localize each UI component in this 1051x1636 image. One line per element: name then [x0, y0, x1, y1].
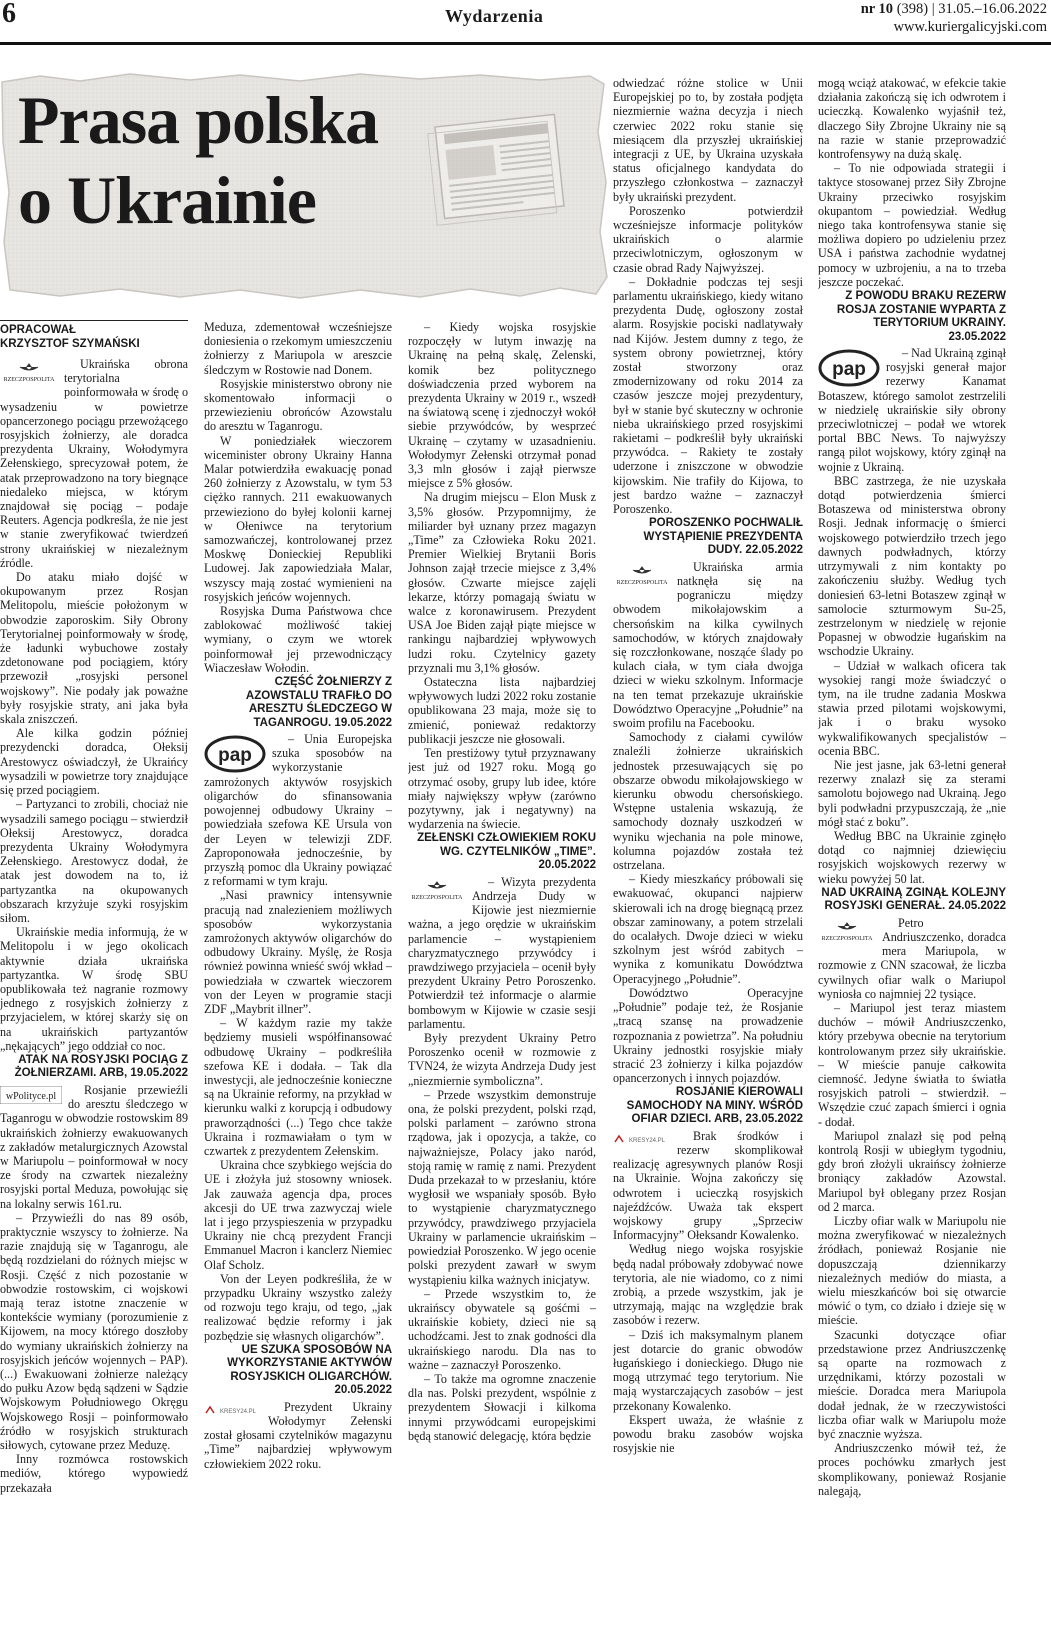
paragraph: Szacunki dotyczące ofiar przedstawione przez Andriuszczenkę są oparte na rozmowach z urzędnikami, którzy pozostali w mieście. Doradca mera Mariupola dodał jednak, że w rzeczywistości liczba ofiar walk w Mariupolu może być znacznie wyższa. — [818, 1327, 1006, 1442]
subsection-heading: Z POWODU BRAKU REZERW ROSJA ZOSTANIE WYPARTA Z TERYTORIUM UKRAINY. 23.05.2022 — [836, 290, 1006, 343]
paragraph: Rosyjska Duma Państwowa chce zablokować możliwość takiej wymiany, o czym we wtorek poinformował jej przewodniczący Wiaczesław Wołodin. — [204, 604, 392, 675]
subsection-heading: ATAK NA ROSYJSKI POCIĄG Z ŻOŁNIERZAMI. ARB, 19.05.2022 — [14, 1053, 188, 1080]
subsection-heading: ZEŁENSKI CZŁOWIEKIEM ROKU WG. CZYTELNIKÓW „TIME”. 20.05.2022 — [417, 832, 596, 872]
subsection-heading: ROSJANIE KIEROWALI SAMOCHODY NA MINY. WŚRÓD OFIAR DZIECI. ARB, 23.05.2022 — [626, 1086, 803, 1126]
section-title: Wydarzenia — [445, 6, 544, 26]
paragraph: – Partyzanci to zrobili, chociaż nie wysadzili samego pociągu – stwierdził Ołeksij Arestowycz, doradca prezydenta Ukrainy Wołodymyra Zełenskiego. Arestowycz dodał, że atak jest dowodem na to, iż partyzantka na okupowanych obszarach krzyżuje szyki rosyjskim siłom. — [0, 797, 188, 925]
paragraph: – Udział w walkach oficera tak wysokiej rangi może świadczyć o tym, na ile trudne zadania Moskwa stawia przed pilotami wojskowymi, jak i o braku wysoko wykwalifikowanych specjalistów – ocenia BBC. — [818, 658, 1006, 758]
subsection-heading: NAD UKRAINĄ ZGINĄŁ KOLEJNY ROSYJSKI GENERAŁ. 24.05.2022 — [821, 886, 1006, 913]
paragraph: Ekspert uważa, że właśnie z powodu braku zasobów wojska rosyjskie nie — [613, 1412, 803, 1456]
paragraph: Meduza, zdementował wcześniejsze doniesienia o rzekomym umieszczeniu żołnierzy z Mariupola w areszcie śledczym w Rostowie nad Donem. — [204, 320, 392, 377]
author-name: KRZYSZTOF SZYMAŃSKI — [0, 338, 140, 350]
paragraph: Ten prestiżowy tytuł przyznawany jest już od 1927 roku. Mogą go otrzymać osoby, grupy lub idee, które miały największy wpływ (zarówno pozytywny, jak i negatywny) na wydarzenia na świecie. — [408, 746, 596, 832]
kresy24-logo — [204, 1402, 262, 1418]
rzeczpospolita-logo — [0, 359, 58, 387]
paragraph: Były prezydent Ukrainy Petro Poroszenko ocenił w rozmowie z TVN24, że wizyta Andrzeja Dudy jest „niezmiernie symboliczna”. — [408, 1031, 596, 1088]
page-number: 6 — [2, 0, 16, 29]
paragraph: – Przede wszystkim to, że ukraińscy obywatele są gośćmi – ukraińskie kobiety, dzieci nie są uchodźcami. Jest to znak godności dla ukraińskiego narodu. Dla nas to ważne – zaznaczył Poroszenko. — [408, 1286, 596, 1372]
paragraph: Według BBC na Ukrainie zginęło dotąd co najmniej dziewięciu rosyjskich wojskowych rezerwy w wieku powyżej 50 lat. — [818, 828, 1006, 886]
paragraph: Do ataku miało dojść w okupowanym przez Rosjan Melitopolu, mieście położonym w obwodzie zaporoskim. Siły Obrony Terytorialnej poinformowały w środę, że ładunki wybuchowe zostały zdetonowane pod pociągiem, który przewoził „rosyjski personel wojskowy”. Nie podały jak poważne były rosyjskie straty, ani jaka była skala zniszczeń. — [0, 570, 188, 727]
svg-text:pap: pap — [218, 745, 252, 767]
newspaper-icon — [427, 114, 565, 225]
svg-text:KRESY24.PL: KRESY24.PL — [628, 1137, 666, 1144]
title-line-2: o Ukrainie — [18, 162, 316, 238]
svg-text:pap: pap — [832, 359, 866, 381]
paragraph: Na drugim miejscu – Elon Musk z 3,5% głosów. Przypomnijmy, że miliarder był uznany przez magazyn „Time” za Człowieka Roku 2021. Premier Wielkiej Brytanii Boris Johnson zajął trzecie miejsce z 3,4% głosów. Czwarte miejsce zajęli lekarze, którzy pomagają światu w walce z koronawirusem. Prezydent USA Joe Biden zajął piąte miejsce w rankingu najbardziej wpływowych ludzi roku. Czytelnicy gazety przyznali mu 3,1% głosów. — [408, 490, 596, 675]
paragraph: – W każdym razie my także będziemy musieli współfinansować odbudowę Ukrainy – podkreśliła szefowa KE i dodała. – Tak dla inwestycji, ale jednocześnie konieczne są na Ukrainie reformy, na przykład w kierunku walki z korupcją i odbudowy praworządności (...) Tego chce także Ukraina i rozmawiałam o tym w czwartek z prezydentem Zełenskim. — [204, 1016, 392, 1158]
paragraph: Dowództwo Operacyjne „Południe” podaje też, że Rosjanie „tracą szansę na prowadzenie rozpoznania z powietrza”. Na południu Ukrainy jednostki rosyjskie miały stracić 23 żołnierzy i kilka pojazdów opancerzonych i innych pojazdów. — [613, 985, 803, 1086]
svg-text:RZECZPOSPOLITA: RZECZPOSPOLITA — [821, 935, 873, 942]
paragraph: – Nad Ukrainą zginął rosyjski generał major rezerwy Kanamat Botaszew, którego samolot zestrzelili w niedzielę ukraińskie siły obrony przeciwlotniczej – podał we wtorek portal BBC News. To najwyższy rangą pilot wojskowy, który zginął na wojnie z Ukrainą. — [818, 346, 1006, 474]
issue-number: nr 10 — [860, 1, 894, 17]
paragraph: Samochody z ciałami cywilów znaleźli żołnierze ukraińskich jednostek przesuwających się po obszarze obwodu mikołajowskiego w kierunku obwodu chersońskiego. Wstępne ustalenia wskazują, że samochody doznały uszkodzeń w wyniku wjechania na pole minowe, kolumna pojazdów została też ostrzelana. — [613, 730, 803, 873]
paragraph: „Nasi prawnicy intensywnie pracują nad znalezieniem możliwych sposobów wykorzystania zamrożonych aktywów oligarchów do odbudowy Ukrainy. Myślę, że Rosja również powinna wnieść swój wkład – powiedziała w czwartek wieczorem von der Leyen w programie stacji ZDF „Maybrit illner”. — [204, 888, 392, 1016]
pap-logo — [204, 734, 266, 774]
column-2 — [204, 320, 392, 1636]
paragraph: – Przywieźli do nas 89 osób, praktycznie wszyscy to żołnierze. Na razie znajdują się w Taganrogu, ale będą rozdzielani do różnych miejsc w Rosji. Część z nich pozostanie w obwodzie rostowskim, ci wojskowi mają teraz istotne znaczenie w kontekście wymiany (porozumienie z Kijowem, na mocy którego doszłoby do wymiany ukraińskich żołnierzy na rosyjskich jeńców wojennych – PAP). (...) Ewakuowani żołnierze należący do pułku Azow będą sądzeni w Sądzie Wojskowym Południowego Okręgu Wojskowego Rosji – poinformowało źródło w rosyjskich strukturach siłowych, cytowane przez Meduzę. — [0, 1210, 188, 1453]
paragraph: – Mariupol jest teraz miastem duchów – mówił Andriuszczenko, który przebywa obecnie na terytorium kontrolowanym przez siły ukraińskie. – W mieście panuje całkowita ciemność. Jedyne światła to światła rosyjskich patroli – stwierdził. – Wszędzie czuć zapach śmierci i ognia - dodał. — [818, 1000, 1006, 1129]
subsection-heading: CZĘŚĆ ŻOŁNIERZY Z AZOWSTALU TRAFIŁO DO ARESZTU ŚLEDCZEGO W TAGANROGU. 19.05.2022 — [245, 676, 392, 729]
website-link[interactable]: www.kuriergalicyjski.com — [893, 19, 1047, 35]
paragraph: BBC zastrzega, że nie uzyskała dotąd potwierdzenia śmierci Botaszewa od ministerstwa obrony Rosji. Jednak informację o śmierci wojskowego potwierdziło trzech jego dawnych podwładnych, którzy utrzymywali z nim kontakty po zakończeniu służby. Według tych doniesień 63-letni Botaszew zginął w samolocie szturmowym Su-25, zestrzelonym w niedzielę w rejonie Popasnej w obwodzie ługańskim na wschodzie Ukrainy. — [818, 473, 1006, 659]
paragraph: Ukraińskie media informują, że w Melitopolu i w jego okolicach aktywnie działa ukraińska partyzantka. W środę SBU opublikowała też nagranie rozmowy jednego z rosyjskich żołnierzy z przyjacielem, w której skarży się on na ukraińskich partyzantów „nękających” jego oddział co noc. — [0, 925, 188, 1053]
paragraph: – Dziś ich maksymalnym planem jest dotarcie do granic obwodów ługańskiego i donieckiego. Długo nie mogą utrzymać tego terytorium. Nie mają wystarczających zasobów – jest przekonany Kowalenko. — [613, 1327, 803, 1413]
paragraph: – Kiedy wojska rosyjskie rozpoczęły w lutym inwazję na Ukrainę na pełną skalę, Zelenski, komik bez politycznego doświadczenia przed wyborem na prezydenta Ukrainy w 2019 r., wszedł na światową scenę i zjednoczył wokół siebie przywódców, by wesprzeć Ukrainę – czytamy w uzasadnieniu. Wołodymyr Zełenski otrzymał ponad 3,3 mln głosów i zajął pierwsze miejsce z 5% głosów. — [408, 320, 596, 491]
column-3 — [408, 320, 596, 1636]
paragraph: mogą wciąż atakować, w efekcie takie działania zakończą się ich odwrotem i ucieczką. Kowalenko wyjaśnił też, dlaczego Siły Zbrojne Ukrainy nie są na razie w stanie przeprowadzić kontrofensywy na dużą skalę. — [818, 76, 1006, 162]
paragraph: – Unia Europejska szuka sposobów na wykorzystanie zamrożonych aktywów rosyjskich oligarchów do sfinansowania powojennej odbudowy Ukrainy – powiedziała szefowa KE Ursula von der Leyen w telewizji ZDF. Zaproponowała jednocześnie, by przyszłą pomoc dla Ukrainy powiązać z reformami w tym kraju. — [204, 732, 392, 889]
paragraph: Inny rozmówca rostowskich mediów, którego wypowiedź przekazała — [0, 1452, 188, 1495]
pap-logo — [818, 348, 880, 388]
paragraph: Ostateczna lista najbardziej wpływowych ludzi 2022 roku zostanie opublikowana 23 maja, może się to zmienić, ponieważ redaktorzy publikacji jeszcze nie głosowali. — [408, 675, 596, 746]
subsection-heading: UE SZUKA SPOSOBÓW NA WYKORZYSTANIE AKTYWÓW ROSYJSKICH OLIGARCHÓW. 20.05.2022 — [227, 1343, 392, 1397]
paragraph: Poroszenko potwierdził wcześniejsze informacje polityków ukraińskich o alarmie przeciwlotniczym, ogłoszonym w czasie obrad Rady Najwyższej. — [613, 203, 803, 275]
rzeczpospolita-logo — [613, 562, 671, 590]
paragraph: Ukraina chce szybkiego wejścia do UE i złożyła już stosowny wniosek. Jak zauważa agencja dpa, proces akcesji do UE trwa zazwyczaj wiele lat i jego przyspieszenia w przypadku Ukrainy nie chcą prezydent Francji Emmanuel Macron i kanclerz Niemiec Olaf Scholz. — [204, 1158, 392, 1272]
paragraph: Nie jest jasne, jak 63-letni generał rezerwy znalazł się za sterami samolotu bojowego nad Ukrainą. Jego byli podwładni przypuszczają, że „nie mógł stać z boku”. — [818, 757, 1006, 829]
paragraph: W poniedziałek wieczorem wiceminister obrony Ukrainy Hanna Malar potwierdziła ewakuację ponad 260 żołnierzy z Azowstalu, w tym 53 ciężko rannych. 211 ewakuowanych przewieziono do byłej kolonii karnej w Ołeniwce na terytorium samozwańczej, kontrolowanej przez Moskwę Donieckiej Republiki Ludowej. Jak zapowiedziała Malar, wszyscy mają zostać wymienieni na rosyjskich jeńców wojennych. — [204, 433, 392, 604]
paragraph: Petro Andriuszczenko, doradca mera Mariupola, w rozmowie z CNN szacował, że liczba cywilnych ofiar walk o Mariupol wyniosła co najmniej 22 tysiące. — [818, 915, 1006, 1001]
subsection-heading: POROSZENKO POCHWALIŁ WYSTĄPIENIE PREZYDENTA DUDY. 22.05.2022 — [643, 517, 803, 557]
kresy24-logo — [613, 1131, 671, 1147]
issue-date: (398) | 31.05.–16.06.2022 — [893, 1, 1047, 17]
article-title — [18, 80, 378, 240]
paragraph: Mariupol znalazł się pod pełną kontrolą Rosji w ubiegłym tygodniu, gdy broń złożyli ukraińscy żołnierze broniący zakładów Azowstal. Mariupol był oblegany przez Rosjan od 2 marca. — [818, 1128, 1006, 1214]
issue-info — [861, 0, 1047, 36]
paragraph: – Dokładnie podczas tej sesji parlamentu ukraińskiego, kiedy witano prezydenta Dudę, ogłoszony został alarm. Rosyjskie pociski nadlatywały nad Kijów. Jestem dumny z tego, że system obrony powietrznej, który został stworzony oraz zmodernizowany od roku 2014 za czasów jeszcze mojej prezydentury, był w stanie być skuteczny w ochronie nieba ukraińskiego przed rosyjskimi rakietami – podkreślił były ukraiński przywódca. – Rakiety te zostały uderzone i zniszczone w obwodzie kijowskim. Nie trafiły do Kijowa, to jest bardzo ważne – zaznaczył Poroszenko. — [613, 274, 803, 517]
paragraph: – To nie odpowiada strategii i taktyce stosowanej przez Siły Zbrojne Ukrainy przeciwko rosyjskim okupantom – powiedział. Według niego taka kontrofensywa stanie się możliwa dopiero po udzieleniu przez USA i państwa zachodnie wydatnej pomocy w uzbrojeniu, a na to trzeba jeszcze poczekać. — [818, 161, 1006, 289]
paragraph: Według niego wojska rosyjskie będą nadal próbowały zdobywać nowe terytoria, ale nie wiadomo, co z nimi zrobią, a przede wszystkim, jak je utrzymają, mając na względzie brak zasobów i rezerw. — [613, 1242, 803, 1328]
author-label: OPRACOWAŁ — [0, 324, 77, 336]
paragraph: Brak środków i rezerw skomplikował realizację agresywnych planów Rosji na Ukrainie. Wojna zakończy się odwrotem i ucieczką rosyjskich najeźdźców. Uważa tak ekspert wojskowy grupy „Sprzeciw Informacyjny” Ołeksandr Kowalenko. — [613, 1128, 803, 1243]
paragraph: – Wizyta prezydenta Andrzeja Dudy w Kijowie jest niezmiernie ważna, a jego orędzie w ukraińskim parlamencie – wystąpieniem charyzmatycznego przywódcy i prawdziwego przyjaciela – ocenił były prezydent Ukrainy Petro Poroszenko. Potwierdził też informacje o alarmie bombowym w Kijowie w czasie sesji parlamentu. — [408, 874, 596, 1031]
paragraph: Rosyjskie ministerstwo obrony nie skomentowało informacji o przewiezieniu obrońców Azowstalu do aresztu w Taganrogu. — [204, 376, 392, 434]
page-header — [0, 0, 1051, 44]
paragraph: Prezydent Ukrainy Wołodymyr Zełenski został głosami czytelników magazynu „Time” najbardziej wpływowym człowiekiem 2022 roku. — [204, 1399, 392, 1471]
paragraph: odwiedzać różne stolice w Unii Europejskiej po to, by została podjęta niezmiernie ważna decyzja i niech czerwiec 2022 roku stanie się miesiącem dla przyszłej ukraińskiej integracji z UE, by Ukraina uzyskała status oficjalnego kandydata do przyszłego członkostwa – zaznaczył były ukraiński prezydent. — [613, 76, 803, 204]
paragraph: Von der Leyen podkreśliła, że w przypadku Ukrainy wszystko zależy od rozwoju tego kraju, od tego, „jak realizować będzie reformy i jak pozbędzie się własnych oligarchów”. — [204, 1271, 392, 1343]
rzeczpospolita-logo — [818, 918, 876, 946]
paragraph: Andriuszczenko mówił też, że proces pochówku zmarłych jest skomplikowany, ponieważ Rosjanie nalegają, — [818, 1441, 1006, 1498]
svg-text:wPolityce.pl: wPolityce.pl — [5, 1090, 57, 1102]
title-line-1: Prasa polska — [18, 82, 379, 158]
rzeczpospolita-logo — [408, 877, 466, 905]
paragraph: – Kiedy mieszkańcy próbowali się ewakuować, okupanci najpierw skierowali ich na drogę biegnącą przez obszar zaminowany, a potem strzelali do ocalałych. Dwoje dzieci w wieku szkolnym jest wśród zabitych – wynika z komunikatu Dowództwa Operacyjnego „Południe”. — [613, 872, 803, 986]
svg-text:KRESY24.PL: KRESY24.PL — [219, 1408, 257, 1415]
paragraph: Ale kilka godzin później prezydencki doradca, Ołeksij Arestowycz oświadczył, że Ukraińcy wysadzili w powietrze tory znajdujące się przed pociągiem. — [0, 726, 188, 798]
paragraph: – To także ma ogromne znaczenie dla nas. Polski prezydent, wspólnie z prezydentem Słowacji i kilkoma innymi przywódcami europejskimi będą stanowić delegację, która będzie — [408, 1371, 596, 1443]
paragraph: – Przede wszystkim demonstruje ona, że polski prezydent, polski rząd, polski parlament – zarówno strona rządowa, jak i opozycja, a także, co najważniejsze, Polacy jako naród, stoją ramię w ramię z nami. Prezydent Duda przekazał to w przesłaniu, które wygłosił we wspaniały sposób. Było to wystąpienie charyzmatycznego przywódcy, prawdziwego przyjaciela Ukrainy w parlamencie ukraińskim – powiedział Poroszenko. W jego ocenie polski prezydent zawarł w swym wystąpieniu kilka ważnych inicjatyw. — [408, 1087, 596, 1287]
column-1 — [0, 320, 188, 1636]
svg-text:RZECZPOSPOLITA: RZECZPOSPOLITA — [616, 579, 668, 586]
paragraph: Ukraińska armia natknęła się na pograniczu między obwodem mikołajowskim a chersońskim na kilka cywilnych samochodów, w których znajdowały się rozczłonkowane, nosząće ślady po kulach ciała, w tym ciała dwojga dzieci w wieku szkolnym. Informacje na ten temat przekazuje ukraińskie Dowództwo Operacyjne „Południe” na swoim profilu na Facebooku. — [613, 559, 803, 731]
paragraph: Rosjanie przewieźli do aresztu śledczego w Taganrogu w obwodzie rostowskim 89 ukraińskich żołnierzy ewakuowanych z zakładów metalurgicznych Azowstal w Mariupolu – poinformował w nocy ze środy na czwartek niezależny rosyjski portal Meduza, powołując się na lokalny serwis 161.ru. — [0, 1082, 188, 1211]
header-rule — [0, 42, 1051, 45]
column-4 — [613, 76, 803, 1636]
paragraph: Ukraińska obrona terytorialna poinformowała w środę o wysadzeniu w powietrze opancerzonego pociągu przewożącego rosyjskich żołnierzy, ale doradca prezydenta Ukrainy, Wołodymyra Zełenskiego, sprecyzował potem, że atak przeprowadzono na tory biegnące niedaleko miejsca, w którym znajdował się pociąg – podaje Reuters. Agencja podkreśla, że nie jest w stanie zweryfikować twierdzeń strony ukraińskiej w niezależnym źródle. — [0, 357, 188, 570]
wpolityce-logo — [0, 1085, 62, 1105]
paragraph: Liczby ofiar walk w Mariupolu nie można zweryfikować w niezależnych źródłach, ponieważ Rosjanie nie dopuszczają dziennikarzy niezależnych mediów do miasta, a wielu mieszkańców boi się otwarcie mówić o tym, co działo i dzieje się w mieście. — [818, 1214, 1006, 1328]
svg-text:RZECZPOSPOLITA: RZECZPOSPOLITA — [411, 894, 463, 901]
column-5 — [818, 76, 1006, 1636]
author-byline — [0, 320, 188, 351]
svg-text:RZECZPOSPOLITA: RZECZPOSPOLITA — [3, 377, 55, 383]
